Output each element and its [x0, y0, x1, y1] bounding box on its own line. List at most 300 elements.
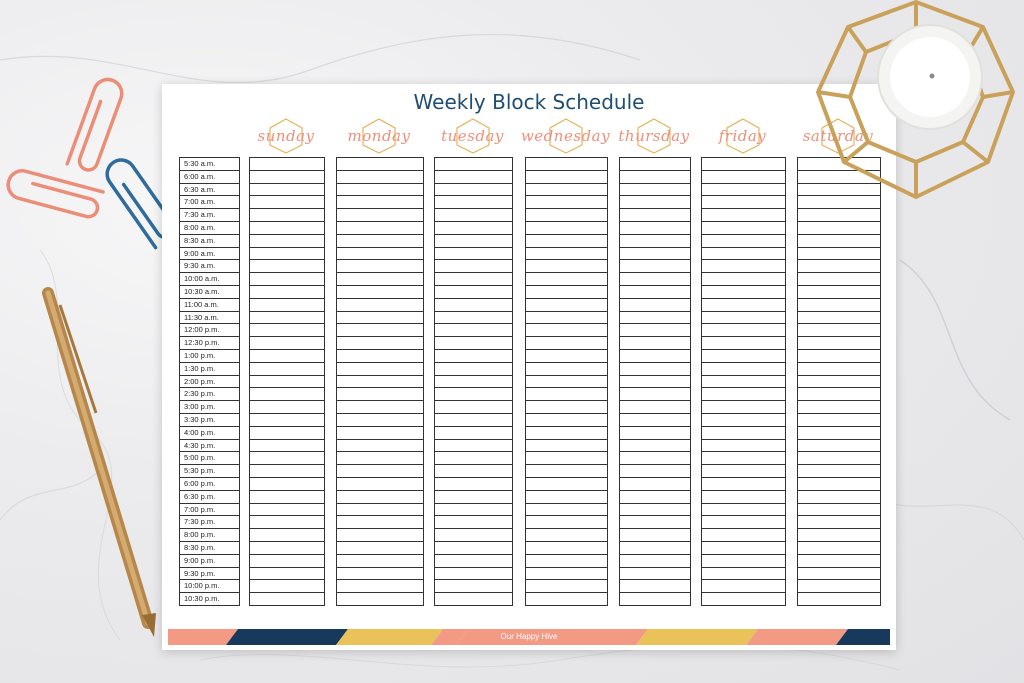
day-label: wednesday	[520, 127, 611, 145]
schedule-cell[interactable]	[702, 196, 785, 209]
schedule-cell[interactable]	[250, 516, 324, 529]
schedule-cell[interactable]	[526, 452, 607, 465]
schedule-cell[interactable]	[798, 260, 880, 273]
schedule-cell[interactable]	[337, 363, 423, 376]
schedule-cell[interactable]	[798, 312, 880, 325]
schedule-cell[interactable]	[798, 196, 880, 209]
schedule-cell[interactable]	[620, 248, 690, 261]
schedule-cell[interactable]	[337, 248, 423, 261]
schedule-cell[interactable]	[526, 414, 607, 427]
paperclip-icon	[45, 63, 139, 187]
schedule-cell[interactable]	[337, 504, 423, 517]
schedule-cell[interactable]	[337, 184, 423, 197]
schedule-cell[interactable]	[702, 440, 785, 453]
time-slot-label: 6:00 a.m.	[180, 171, 239, 184]
schedule-cell[interactable]	[435, 273, 512, 286]
schedule-cell[interactable]	[337, 209, 423, 222]
schedule-cell[interactable]	[250, 491, 324, 504]
schedule-cell[interactable]	[337, 555, 423, 568]
day-header-thursday	[619, 116, 689, 156]
schedule-cell[interactable]	[250, 196, 324, 209]
schedule-cell[interactable]	[620, 504, 690, 517]
schedule-cell[interactable]	[526, 196, 607, 209]
schedule-cell[interactable]	[435, 542, 512, 555]
paperclip-icon	[0, 147, 118, 233]
schedule-cell[interactable]	[620, 452, 690, 465]
schedule-cell[interactable]	[250, 222, 324, 235]
schedule-cell[interactable]	[798, 184, 880, 197]
schedule-cell[interactable]	[526, 222, 607, 235]
schedule-cell[interactable]	[250, 171, 324, 184]
schedule-cell[interactable]	[250, 529, 324, 542]
schedule-cell[interactable]	[435, 580, 512, 593]
schedule-cell[interactable]	[337, 235, 423, 248]
time-slot-label: 6:30 p.m.	[180, 491, 239, 504]
time-slot-label: 11:00 a.m.	[180, 299, 239, 312]
schedule-cell[interactable]	[798, 542, 880, 555]
schedule-cell[interactable]	[798, 299, 880, 312]
time-slot-label: 9:00 p.m.	[180, 555, 239, 568]
schedule-cell[interactable]	[337, 580, 423, 593]
schedule-cell[interactable]	[620, 363, 690, 376]
schedule-cell[interactable]	[526, 158, 607, 171]
schedule-cell[interactable]	[337, 350, 423, 363]
schedule-cell[interactable]	[435, 299, 512, 312]
day-column-wednesday	[525, 157, 608, 606]
time-slot-label: 7:30 a.m.	[180, 209, 239, 222]
schedule-cell[interactable]	[435, 555, 512, 568]
schedule-cell[interactable]	[798, 376, 880, 389]
schedule-cell[interactable]	[620, 312, 690, 325]
schedule-cell[interactable]	[702, 312, 785, 325]
day-header-wednesday	[520, 116, 611, 156]
schedule-cell[interactable]	[435, 465, 512, 478]
schedule-cell[interactable]	[250, 286, 324, 299]
time-slot-label: 9:30 p.m.	[180, 568, 239, 581]
schedule-cell[interactable]	[435, 363, 512, 376]
schedule-cell[interactable]	[798, 337, 880, 350]
day-column-tuesday	[434, 157, 513, 606]
schedule-cell[interactable]	[337, 478, 423, 491]
schedule-cell[interactable]	[620, 414, 690, 427]
schedule-cell[interactable]	[702, 516, 785, 529]
schedule-cell[interactable]	[526, 491, 607, 504]
schedule-cell[interactable]	[620, 235, 690, 248]
schedule-cell[interactable]	[702, 465, 785, 478]
schedule-cell[interactable]	[526, 568, 607, 581]
schedule-cell[interactable]	[250, 593, 324, 605]
schedule-cell[interactable]	[702, 350, 785, 363]
schedule-cell[interactable]	[526, 363, 607, 376]
schedule-cell[interactable]	[702, 452, 785, 465]
schedule-cell[interactable]	[798, 158, 880, 171]
schedule-cell[interactable]	[702, 337, 785, 350]
schedule-cell[interactable]	[526, 376, 607, 389]
day-header-saturday	[797, 116, 879, 156]
schedule-cell[interactable]	[620, 401, 690, 414]
schedule-cell[interactable]	[250, 414, 324, 427]
schedule-cell[interactable]	[702, 376, 785, 389]
schedule-cell[interactable]	[798, 222, 880, 235]
schedule-cell[interactable]	[250, 363, 324, 376]
schedule-cell[interactable]	[526, 401, 607, 414]
schedule-cell[interactable]	[526, 312, 607, 325]
schedule-cell[interactable]	[702, 580, 785, 593]
schedule-cell[interactable]	[337, 465, 423, 478]
day-label: sunday	[257, 127, 315, 145]
day-column-saturday	[797, 157, 881, 606]
schedule-cell[interactable]	[620, 388, 690, 401]
schedule-cell[interactable]	[526, 171, 607, 184]
schedule-cell[interactable]	[798, 593, 880, 605]
schedule-cell[interactable]	[620, 337, 690, 350]
schedule-cell[interactable]	[435, 337, 512, 350]
schedule-cell[interactable]	[337, 260, 423, 273]
footer-brand: Our Happy Hive	[500, 632, 558, 641]
schedule-cell[interactable]	[620, 427, 690, 440]
schedule-cell[interactable]	[435, 209, 512, 222]
schedule-cell[interactable]	[337, 542, 423, 555]
schedule-cell[interactable]	[798, 491, 880, 504]
schedule-cell[interactable]	[702, 504, 785, 517]
time-slot-label: 10:00 p.m.	[180, 580, 239, 593]
schedule-cell[interactable]	[435, 376, 512, 389]
schedule-cell[interactable]	[337, 171, 423, 184]
schedule-cell[interactable]	[620, 516, 690, 529]
schedule-cell[interactable]	[250, 248, 324, 261]
schedule-cell[interactable]	[526, 184, 607, 197]
schedule-cell[interactable]	[620, 222, 690, 235]
schedule-cell[interactable]	[798, 452, 880, 465]
schedule-cell[interactable]	[702, 248, 785, 261]
schedule-cell[interactable]	[798, 568, 880, 581]
schedule-cell[interactable]	[337, 401, 423, 414]
schedule-cell[interactable]	[702, 593, 785, 605]
schedule-cell[interactable]	[798, 171, 880, 184]
schedule-cell[interactable]	[702, 209, 785, 222]
schedule-cell[interactable]	[435, 222, 512, 235]
schedule-cell[interactable]	[337, 376, 423, 389]
schedule-cell[interactable]	[526, 209, 607, 222]
schedule-cell[interactable]	[337, 158, 423, 171]
schedule-cell[interactable]	[526, 542, 607, 555]
schedule-cell[interactable]	[798, 427, 880, 440]
schedule-cell[interactable]	[798, 440, 880, 453]
time-slot-label: 4:00 p.m.	[180, 427, 239, 440]
schedule-cell[interactable]	[250, 580, 324, 593]
schedule-cell[interactable]	[435, 158, 512, 171]
schedule-cell[interactable]	[798, 324, 880, 337]
schedule-cell[interactable]	[337, 286, 423, 299]
time-slot-label: 9:00 a.m.	[180, 248, 239, 261]
schedule-cell[interactable]	[620, 196, 690, 209]
time-slot-label: 3:00 p.m.	[180, 401, 239, 414]
schedule-cell[interactable]	[337, 299, 423, 312]
schedule-cell[interactable]	[798, 363, 880, 376]
schedule-cell[interactable]	[526, 529, 607, 542]
schedule-cell[interactable]	[620, 580, 690, 593]
day-label: tuesday	[441, 127, 504, 145]
schedule-cell[interactable]	[702, 363, 785, 376]
schedule-cell[interactable]	[435, 401, 512, 414]
schedule-cell[interactable]	[798, 465, 880, 478]
schedule-cell[interactable]	[798, 555, 880, 568]
schedule-cell[interactable]	[702, 171, 785, 184]
schedule-cell[interactable]	[250, 465, 324, 478]
schedule-cell[interactable]	[435, 260, 512, 273]
schedule-cell[interactable]	[435, 593, 512, 605]
schedule-cell[interactable]	[620, 465, 690, 478]
time-slot-label: 10:30 p.m.	[184, 594, 220, 604]
schedule-cell[interactable]	[702, 235, 785, 248]
schedule-cell[interactable]	[798, 478, 880, 491]
schedule-cell[interactable]	[435, 491, 512, 504]
schedule-cell[interactable]	[798, 273, 880, 286]
schedule-cell[interactable]	[250, 350, 324, 363]
schedule-cell[interactable]	[337, 388, 423, 401]
schedule-cell[interactable]	[435, 324, 512, 337]
schedule-cell[interactable]	[798, 580, 880, 593]
schedule-cell[interactable]	[702, 568, 785, 581]
schedule-cell[interactable]	[337, 491, 423, 504]
time-slot-label: 2:00 p.m.	[180, 376, 239, 389]
day-column-thursday	[619, 157, 691, 606]
schedule-cell[interactable]	[337, 312, 423, 325]
schedule-cell[interactable]	[798, 388, 880, 401]
schedule-cell[interactable]	[337, 516, 423, 529]
schedule-cell[interactable]	[435, 452, 512, 465]
schedule-cell[interactable]	[250, 158, 324, 171]
schedule-cell[interactable]	[526, 286, 607, 299]
schedule-cell[interactable]	[526, 273, 607, 286]
day-column-friday	[701, 157, 786, 606]
schedule-cell[interactable]	[435, 184, 512, 197]
schedule-cell[interactable]	[435, 414, 512, 427]
schedule-cell[interactable]	[702, 542, 785, 555]
schedule-cell[interactable]	[620, 260, 690, 273]
schedule-cell[interactable]	[620, 491, 690, 504]
schedule-cell[interactable]	[337, 529, 423, 542]
schedule-cell[interactable]	[337, 196, 423, 209]
schedule-cell[interactable]	[250, 440, 324, 453]
time-slot-label: 5:30 p.m.	[180, 465, 239, 478]
schedule-cell[interactable]	[435, 440, 512, 453]
schedule-cell[interactable]	[250, 184, 324, 197]
schedule-cell[interactable]	[435, 388, 512, 401]
schedule-cell[interactable]	[435, 568, 512, 581]
schedule-cell[interactable]	[798, 414, 880, 427]
schedule-cell[interactable]	[526, 478, 607, 491]
schedule-cell[interactable]	[250, 555, 324, 568]
schedule-cell[interactable]	[620, 478, 690, 491]
schedule-cell[interactable]	[702, 491, 785, 504]
schedule-cell[interactable]	[702, 555, 785, 568]
time-slot-label: 5:00 p.m.	[180, 452, 239, 465]
day-label: thursday	[618, 127, 690, 145]
schedule-cell[interactable]	[526, 350, 607, 363]
schedule-cell[interactable]	[620, 542, 690, 555]
schedule-cell[interactable]	[250, 209, 324, 222]
schedule-cell[interactable]	[702, 478, 785, 491]
schedule-cell[interactable]	[337, 222, 423, 235]
time-slot-label: 8:30 a.m.	[180, 235, 239, 248]
schedule-cell[interactable]	[250, 260, 324, 273]
schedule-cell[interactable]	[337, 452, 423, 465]
schedule-cell[interactable]	[250, 299, 324, 312]
schedule-cell[interactable]	[250, 542, 324, 555]
schedule-cell[interactable]	[702, 184, 785, 197]
schedule-cell[interactable]	[620, 555, 690, 568]
time-slot-label: 11:30 a.m.	[180, 312, 239, 325]
schedule-cell[interactable]	[620, 209, 690, 222]
day-label: monday	[347, 127, 411, 145]
time-slot-label: 1:00 p.m.	[180, 350, 239, 363]
schedule-cell[interactable]	[620, 568, 690, 581]
schedule-cell[interactable]	[526, 427, 607, 440]
schedule-cell[interactable]	[798, 235, 880, 248]
time-slot-label: 7:00 a.m.	[180, 196, 239, 209]
page-title: Weekly Block Schedule	[413, 90, 645, 114]
schedule-cell[interactable]	[702, 158, 785, 171]
schedule-cell[interactable]	[702, 529, 785, 542]
schedule-cell[interactable]	[337, 427, 423, 440]
schedule-cell[interactable]	[620, 593, 690, 605]
schedule-cell[interactable]	[250, 401, 324, 414]
schedule-cell[interactable]	[337, 273, 423, 286]
schedule-cell[interactable]	[620, 158, 690, 171]
pen-icon	[30, 285, 170, 645]
schedule-cell[interactable]	[250, 324, 324, 337]
time-slot-label: 2:30 p.m.	[180, 388, 239, 401]
schedule-cell[interactable]	[337, 440, 423, 453]
schedule-cell[interactable]	[702, 260, 785, 273]
schedule-cell[interactable]	[526, 555, 607, 568]
time-slot-label: 8:00 p.m.	[180, 529, 239, 542]
schedule-cell[interactable]	[250, 452, 324, 465]
time-slot-label: 12:30 p.m.	[180, 337, 239, 350]
schedule-cell[interactable]	[620, 184, 690, 197]
schedule-cell[interactable]	[798, 504, 880, 517]
schedule-cell[interactable]	[337, 593, 423, 605]
schedule-cell[interactable]	[702, 273, 785, 286]
schedule-cell[interactable]	[798, 350, 880, 363]
schedule-cell[interactable]	[798, 286, 880, 299]
schedule-cell[interactable]	[526, 324, 607, 337]
schedule-cell[interactable]	[435, 312, 512, 325]
time-slot-label: 5:30 a.m.	[180, 158, 239, 171]
schedule-cell[interactable]	[702, 388, 785, 401]
schedule-cell[interactable]	[435, 248, 512, 261]
schedule-cell[interactable]	[798, 401, 880, 414]
time-slot-label: 10:00 a.m.	[180, 273, 239, 286]
day-label: friday	[718, 127, 767, 145]
schedule-cell[interactable]	[337, 568, 423, 581]
schedule-cell[interactable]	[526, 504, 607, 517]
day-header-monday	[336, 116, 422, 156]
schedule-cell[interactable]	[435, 529, 512, 542]
schedule-cell[interactable]	[435, 427, 512, 440]
schedule-cell[interactable]	[526, 465, 607, 478]
schedule-cell[interactable]	[250, 504, 324, 517]
day-column-monday	[336, 157, 424, 606]
schedule-cell[interactable]	[250, 427, 324, 440]
schedule-cell[interactable]	[337, 414, 423, 427]
time-slot-label: 3:30 p.m.	[180, 414, 239, 427]
schedule-cell[interactable]	[250, 273, 324, 286]
day-column-sunday	[249, 157, 325, 606]
schedule-cell[interactable]	[798, 248, 880, 261]
schedule-cell[interactable]	[526, 337, 607, 350]
time-column	[179, 157, 240, 606]
schedule-cell[interactable]	[702, 427, 785, 440]
day-header-sunday	[249, 116, 323, 156]
schedule-cell[interactable]	[250, 388, 324, 401]
schedule-cell[interactable]	[250, 312, 324, 325]
day-header-friday	[701, 116, 784, 156]
schedule-cell[interactable]	[620, 299, 690, 312]
schedule-cell[interactable]	[702, 414, 785, 427]
schedule-cell[interactable]	[702, 401, 785, 414]
time-slot-label: 7:00 p.m.	[180, 504, 239, 517]
schedule-cell[interactable]	[798, 516, 880, 529]
schedule-cell[interactable]	[620, 273, 690, 286]
schedule-cell[interactable]	[620, 350, 690, 363]
schedule-cell[interactable]	[250, 337, 324, 350]
schedule-cell[interactable]	[526, 440, 607, 453]
schedule-cell[interactable]	[526, 388, 607, 401]
time-slot-label: 7:30 p.m.	[180, 516, 239, 529]
schedule-cell[interactable]	[435, 286, 512, 299]
schedule-cell[interactable]	[250, 478, 324, 491]
schedule-cell[interactable]	[526, 580, 607, 593]
schedule-cell[interactable]	[620, 529, 690, 542]
schedule-cell[interactable]	[798, 209, 880, 222]
schedule-cell[interactable]	[702, 324, 785, 337]
schedule-cell[interactable]	[526, 235, 607, 248]
schedule-cell[interactable]	[526, 248, 607, 261]
schedule-cell[interactable]	[620, 440, 690, 453]
schedule-cell[interactable]	[526, 593, 607, 605]
schedule-cell[interactable]	[435, 516, 512, 529]
schedule-cell[interactable]	[337, 337, 423, 350]
schedule-cell[interactable]	[620, 286, 690, 299]
schedule-cell[interactable]	[250, 235, 324, 248]
schedule-cell[interactable]	[435, 504, 512, 517]
schedule-cell[interactable]	[337, 324, 423, 337]
schedule-cell[interactable]	[702, 299, 785, 312]
schedule-cell[interactable]	[250, 568, 324, 581]
schedule-cell[interactable]	[435, 478, 512, 491]
time-slot-label: 6:30 a.m.	[180, 184, 239, 197]
schedule-cell[interactable]	[702, 286, 785, 299]
schedule-cell[interactable]	[435, 171, 512, 184]
schedule-cell[interactable]	[526, 299, 607, 312]
time-slot-label: 6:00 p.m.	[180, 478, 239, 491]
schedule-cell[interactable]	[435, 196, 512, 209]
schedule-cell[interactable]	[526, 260, 607, 273]
schedule-cell[interactable]	[526, 516, 607, 529]
schedule-cell[interactable]	[435, 235, 512, 248]
schedule-cell[interactable]	[620, 324, 690, 337]
schedule-cell[interactable]	[250, 376, 324, 389]
schedule-cell[interactable]	[620, 376, 690, 389]
schedule-cell[interactable]	[702, 222, 785, 235]
schedule-cell[interactable]	[620, 171, 690, 184]
time-slot-label: 1:30 p.m.	[180, 363, 239, 376]
schedule-cell[interactable]	[435, 350, 512, 363]
schedule-cell[interactable]	[798, 529, 880, 542]
time-slot-label: 10:30 a.m.	[180, 286, 239, 299]
